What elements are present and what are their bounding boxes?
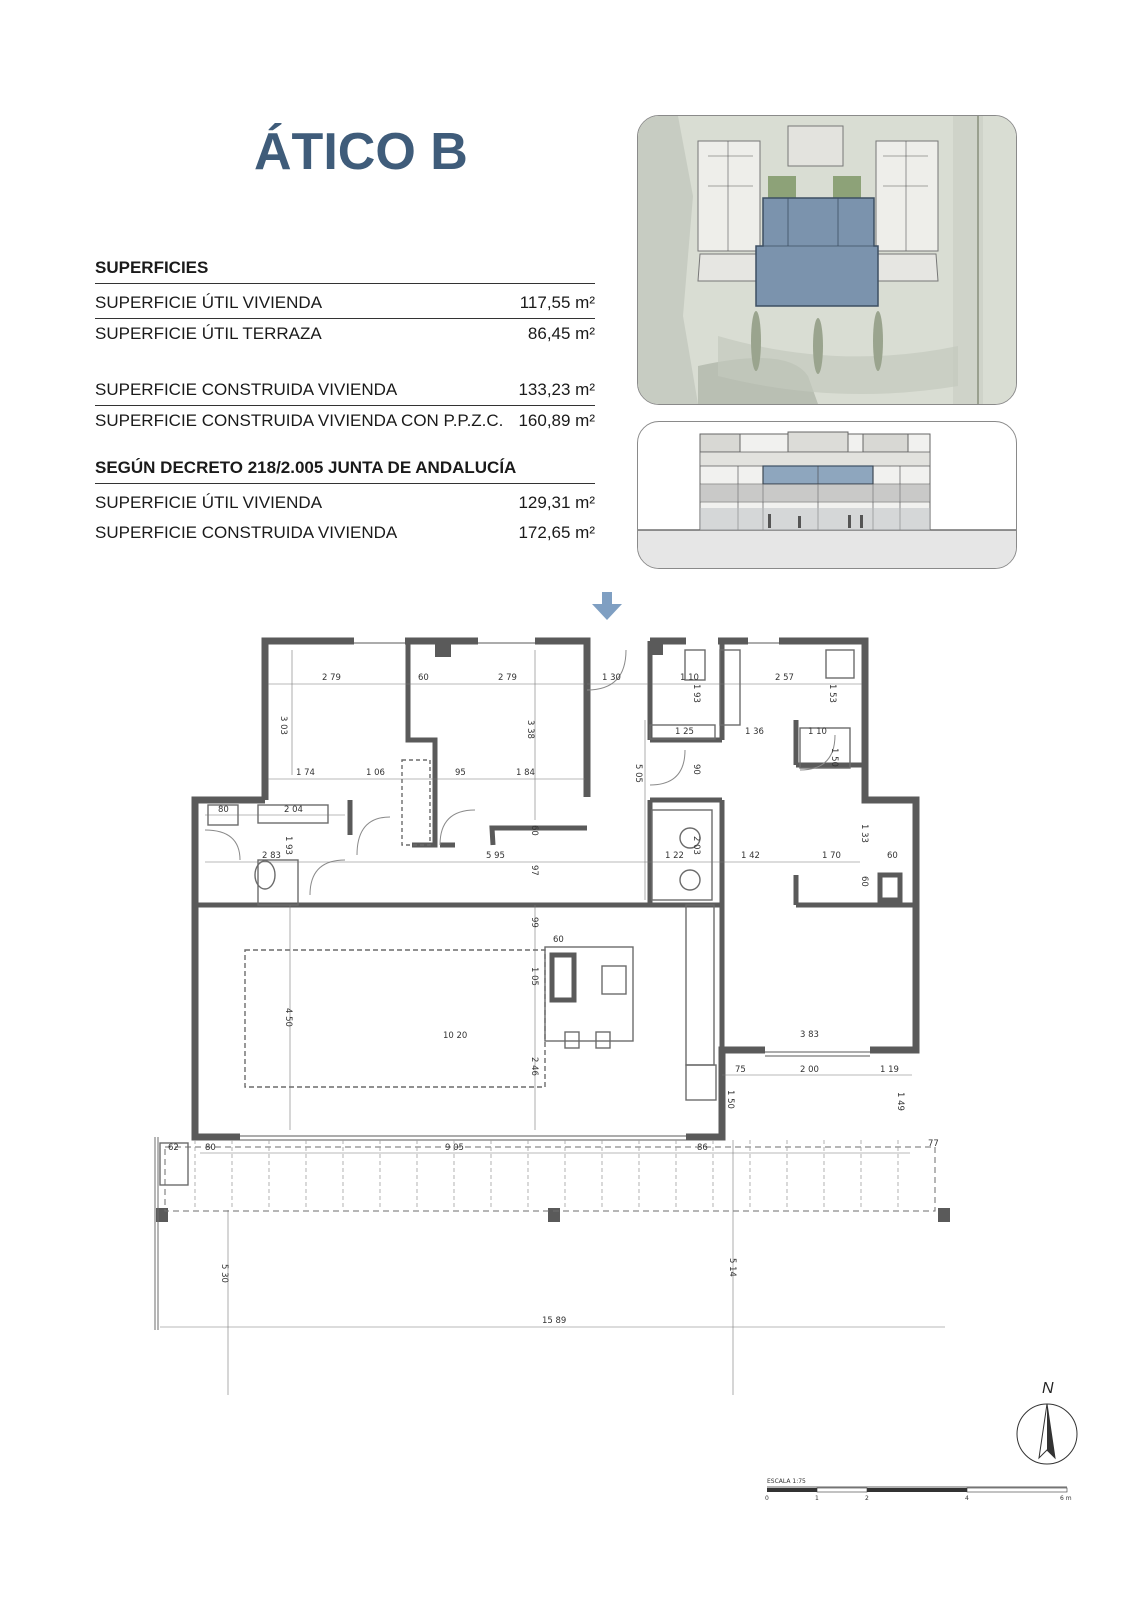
page-title: ÁTICO B [254, 123, 468, 181]
dimension-label: 1 93 [691, 684, 701, 703]
dimension-label: 3 38 [525, 720, 535, 739]
surface-value: 160,89 m² [518, 411, 595, 430]
dimension-label: 1 49 [895, 1092, 905, 1111]
dimension-label: 80 [205, 1143, 216, 1153]
scale-bar [765, 1478, 1072, 1502]
surface-row [95, 406, 595, 436]
dimension-label: 1 74 [296, 768, 315, 778]
dimension-label: 1 84 [516, 768, 535, 778]
dimension-label: 95 [455, 768, 466, 778]
dimension-label: 62 [168, 1143, 179, 1153]
dimension-label: 99 [529, 917, 539, 928]
dimension-label: 80 [218, 805, 229, 815]
decree-value: 172,65 m² [518, 523, 595, 542]
dimension-label: 1 33 [859, 824, 869, 843]
north-compass-icon [1017, 1380, 1077, 1464]
site-plan-thumbnail [637, 115, 1017, 405]
dimension-label: 15 89 [542, 1316, 567, 1326]
dimension-label: 90 [691, 764, 701, 775]
dimension-label: 1 05 [529, 967, 539, 986]
dimension-label: 1 50 [725, 1090, 735, 1109]
scale-label: ESCALA 1:75 [767, 1478, 806, 1485]
scale-tick: 0 [765, 1495, 769, 1502]
surface-row [95, 375, 595, 406]
dimension-label: 1 10 [808, 727, 827, 737]
dimension-label: 5 05 [633, 764, 643, 783]
surface-row [95, 319, 595, 349]
dimension-label: 5 14 [727, 1258, 737, 1277]
surface-value: 117,55 m² [519, 293, 595, 312]
dimension-label: 1 50 [829, 748, 839, 767]
dimension-label: 3 03 [278, 716, 288, 735]
dimension-label: 1 19 [880, 1065, 899, 1075]
surface-label: SUPERFICIE ÚTIL VIVIENDA [95, 293, 323, 312]
scale-tick: 4 [965, 1495, 969, 1502]
dimension-label: 1 93 [283, 836, 293, 855]
dimension-label: 86 [697, 1143, 708, 1153]
dimension-label: 3 83 [800, 1030, 819, 1040]
dimension-label: 5 30 [219, 1264, 229, 1283]
north-label: N [1042, 1380, 1054, 1397]
scale-tick: 1 [815, 1495, 819, 1502]
decree-row [95, 518, 595, 548]
dimension-label: 60 [887, 851, 898, 861]
entrance-arrow-icon [592, 592, 622, 620]
dimension-label: 2 04 [284, 805, 303, 815]
surfaces-table [95, 258, 595, 548]
dimension-label: 2 57 [775, 673, 794, 683]
dimension-label: 75 [735, 1065, 746, 1075]
dimension-label: 1 06 [366, 768, 385, 778]
dimension-label: 60 [859, 876, 869, 887]
dimension-label: 5 95 [486, 851, 505, 861]
decree-value: 129,31 m² [518, 493, 595, 512]
dimension-label: 60 [418, 673, 429, 683]
dimension-label: 1 70 [822, 851, 841, 861]
surface-value: 133,23 m² [518, 380, 595, 399]
dimension-label: 1 30 [602, 673, 621, 683]
scale-tick: 2 [865, 1495, 869, 1502]
dimension-label: 1 42 [741, 851, 760, 861]
dimension-label: 2 46 [529, 1057, 539, 1076]
dimension-label: 2 03 [691, 836, 701, 855]
decree-row [95, 488, 595, 518]
surface-label: SUPERFICIE ÚTIL TERRAZA [95, 324, 322, 343]
dimension-label: 60 [529, 825, 539, 836]
surface-label: SUPERFICIE CONSTRUIDA VIVIENDA CON P.P.Z.C. [95, 411, 504, 430]
dimension-label: 2 83 [262, 851, 281, 861]
dimension-label: 10 20 [443, 1031, 468, 1041]
dimension-label: 1 10 [680, 673, 699, 683]
dimension-label: 60 [553, 935, 564, 945]
decree-label: SUPERFICIE CONSTRUIDA VIVIENDA [95, 523, 398, 542]
dimension-label: 1 36 [745, 727, 764, 737]
dimension-label: 77 [928, 1139, 939, 1149]
surface-value: 86,45 m² [527, 324, 595, 343]
decree-heading: SEGÚN DECRETO 218/2.005 JUNTA DE ANDALUCÍA [95, 458, 595, 484]
decree-label: SUPERFICIE ÚTIL VIVIENDA [95, 493, 323, 512]
dimension-label: 2 79 [498, 673, 517, 683]
dimension-label: 2 00 [800, 1065, 819, 1075]
dimension-label: 9 05 [445, 1143, 464, 1153]
dimension-label: 2 79 [322, 673, 341, 683]
dimension-label: 97 [529, 865, 539, 876]
scale-tick: 6 m [1060, 1495, 1072, 1502]
dimension-label: 1 53 [827, 684, 837, 703]
dimension-label: 1 25 [675, 727, 694, 737]
dimension-label: 4 50 [283, 1008, 293, 1027]
dimension-label: 1 22 [665, 851, 684, 861]
surface-row [95, 288, 595, 319]
surfaces-heading: SUPERFICIES [95, 258, 595, 284]
floor-plan [0, 590, 1131, 1600]
surface-label: SUPERFICIE CONSTRUIDA VIVIENDA [95, 380, 398, 399]
elevation-thumbnail [637, 421, 1017, 569]
